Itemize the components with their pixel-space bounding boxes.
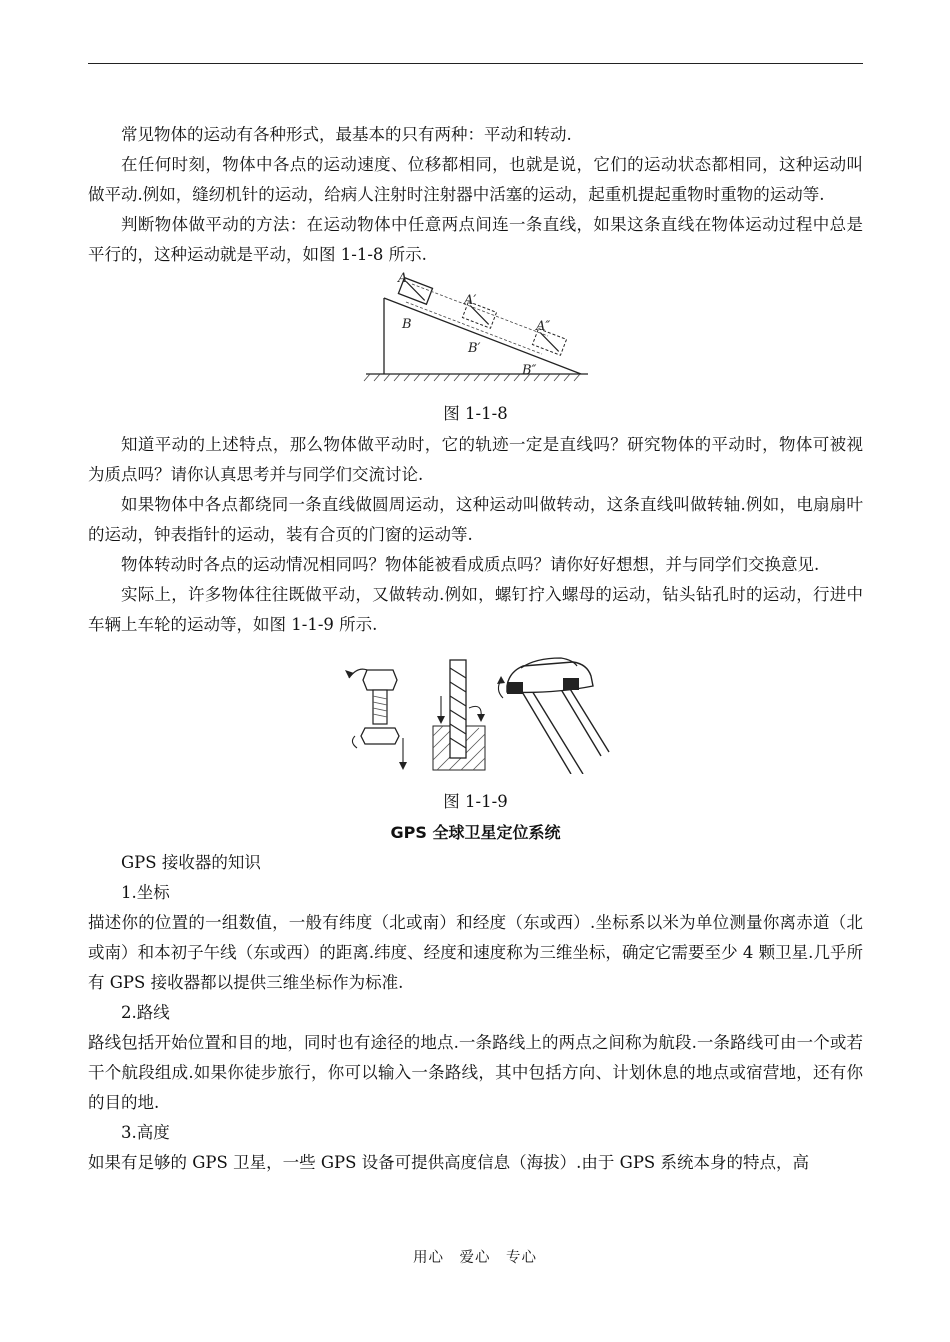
label-a: A	[397, 271, 407, 286]
paragraph: 在任何时刻，物体中各点的运动速度、位移都相同，也就是说，它们的运动状态都相同，这种运动叫做平动.例如，缝纫机针的运动，给病人注射时注射器中活塞的运动，起重机提起重物时重物的运动等.	[88, 155, 863, 204]
paragraph: 描述你的位置的一组数值，一般有纬度（北或南）和经度（东或西）.坐标系以米为单位测量你离赤道（北或南）和本初子午线（东或西）的距离.纬度、经度和速度称为三维坐标，确定它需要至少 4 颗卫星.几乎所有 GPS 接收器都以提供三维坐标作为标准.	[88, 913, 863, 992]
page-body	[88, 120, 863, 1178]
paragraph: 如果物体中各点都绕同一条直线做圆周运动，这种运动叫做转动，这条直线叫做转轴.例如，电扇扇叶的运动，钟表指针的运动，装有合页的门窗的运动等.	[88, 495, 863, 544]
item-title: 2.路线	[121, 1003, 170, 1022]
paragraph: 如果有足够的 GPS 卫星，一些 GPS 设备可提供高度信息（海拔）.由于 GPS 系统本身的特点，高	[88, 1153, 809, 1172]
section-title: GPS 全球卫星定位系统	[390, 823, 561, 842]
header-rule	[88, 63, 863, 64]
label-a2: A″	[535, 319, 550, 334]
label-b1: B′	[467, 341, 481, 356]
rotation-examples-diagram	[341, 656, 611, 774]
subheading: GPS 接收器的知识	[121, 853, 261, 872]
paragraph: 物体转动时各点的运动情况相同吗？物体能被看成质点吗？请你好好想想，并与同学们交换意见.	[121, 555, 820, 574]
figure-incline-translation	[88, 270, 863, 398]
figure-caption: 图 1-1-8	[443, 404, 508, 423]
paragraph: 知道平动的上述特点，那么物体做平动时，它的轨迹一定是直线吗？研究物体的平动时，物体可被视为质点吗？请你认真思考并与同学们交流讨论.	[88, 435, 863, 484]
label-a1: A′	[463, 293, 476, 308]
label-b: B	[401, 317, 412, 332]
item-title: 1.坐标	[121, 883, 170, 902]
item-title: 3.高度	[121, 1123, 170, 1142]
incline-diagram	[356, 270, 596, 388]
paragraph: 路线包括开始位置和目的地，同时也有途径的地点.一条路线上的两点之间称为航段.一条路线可由一个或若干个航段组成.如果你徒步旅行，你可以输入一条路线，其中包括方向、计划休息的地点或宿营地，还有你的目的地.	[88, 1033, 863, 1112]
label-b2: B″	[521, 363, 536, 378]
page-footer: 用心 爱心 专心	[413, 1250, 537, 1266]
figure-caption: 图 1-1-9	[443, 792, 508, 811]
figure-screw-drill-car	[88, 640, 863, 786]
paragraph: 常见物体的运动有各种形式，最基本的只有两种：平动和转动.	[121, 125, 572, 144]
paragraph: 判断物体做平动的方法：在运动物体中任意两点间连一条直线，如果这条直线在物体运动过程中总是平行的，这种运动就是平动，如图 1-1-8 所示.	[88, 215, 863, 264]
paragraph: 实际上，许多物体往往既做平动，又做转动.例如，螺钉拧入螺母的运动，钻头钻孔时的运动，行进中车辆上车轮的运动等，如图 1-1-9 所示.	[88, 585, 863, 634]
